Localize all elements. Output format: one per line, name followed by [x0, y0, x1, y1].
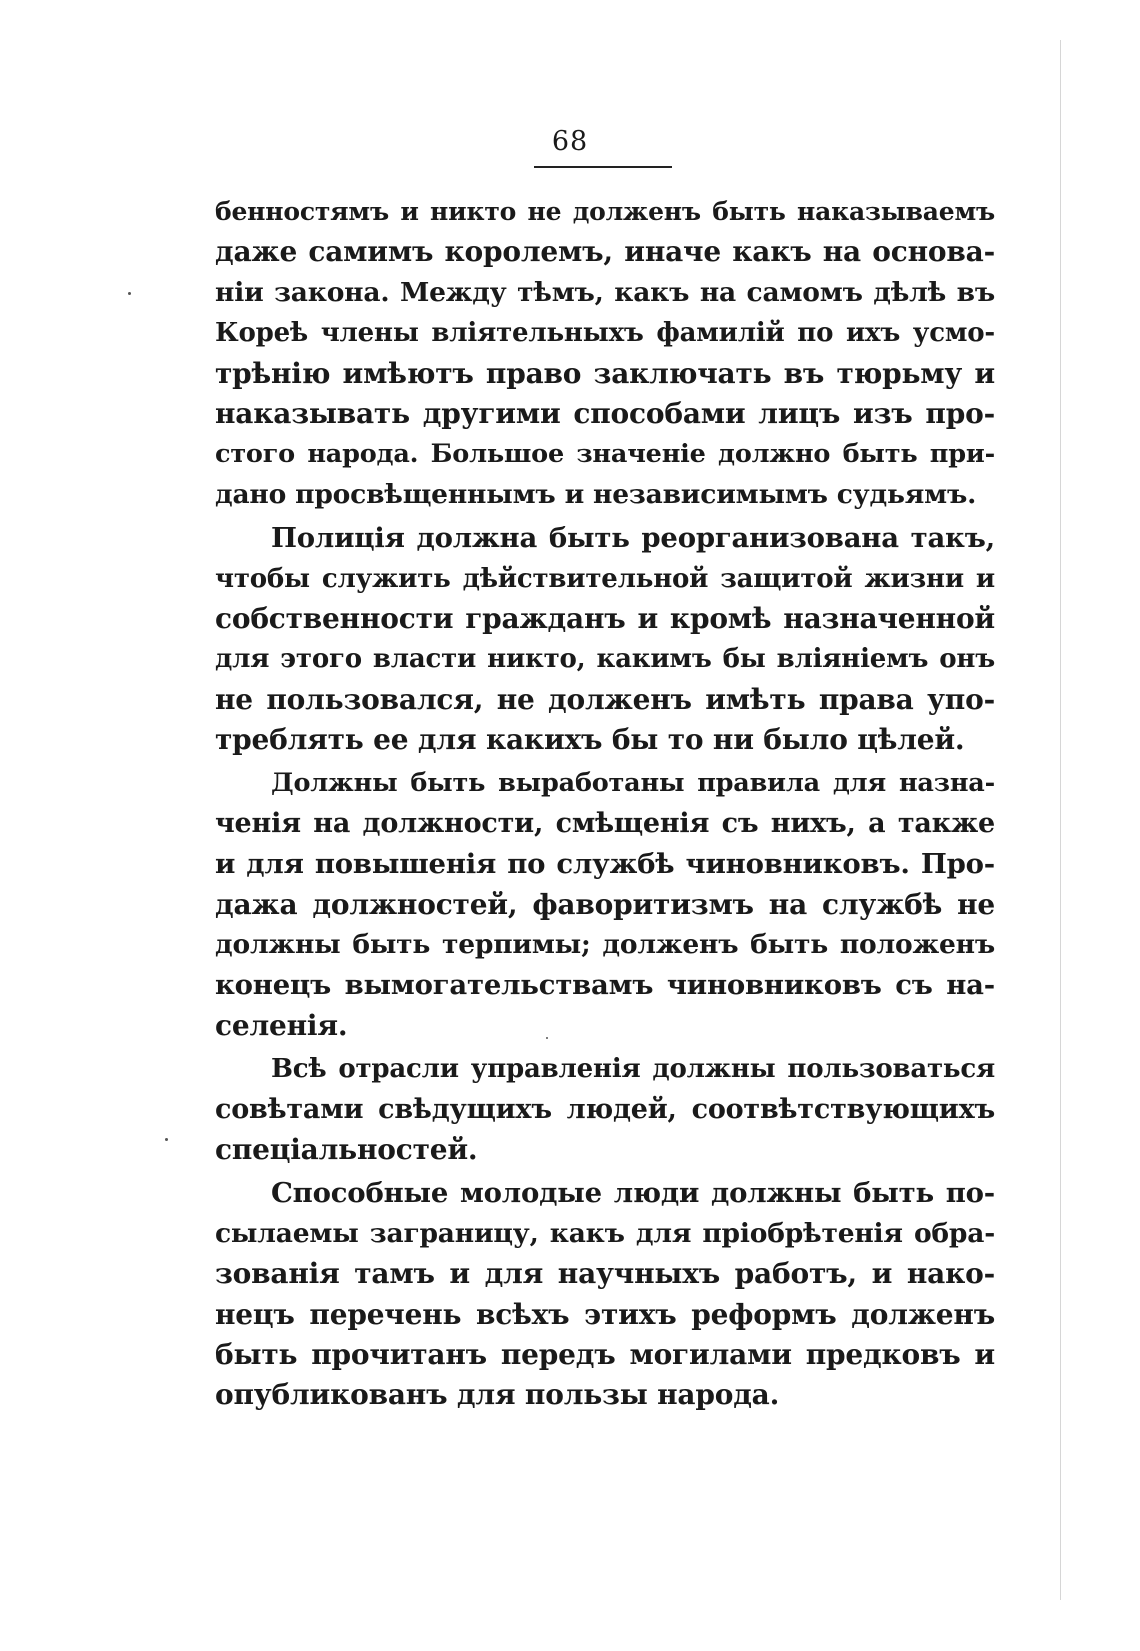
text-line: Способные молодые люди должны быть по- [271, 1177, 995, 1210]
text-line: зованiя тамъ и для научныхъ работъ, и нако- [215, 1257, 995, 1291]
text-line: бенностямъ и никто не долженъ быть наказываемъ [215, 197, 995, 226]
text-line: сылаемы заграницу, какъ для прiобрѣтенiя обра- [215, 1217, 995, 1249]
text-line: даже самимъ королемъ, иначе какъ на основа- [215, 235, 995, 269]
text-line: нецъ перечень всѣхъ этихъ реформъ долженъ [215, 1297, 995, 1331]
text-line: опубликованъ для пользы народа. [215, 1378, 780, 1412]
text-line: Должны быть выработаны правила для назна- [271, 768, 995, 799]
scan-speck [128, 292, 131, 295]
text-line: дано просвѣщеннымъ и независимымъ судьямъ. [215, 478, 977, 510]
scan-speck [165, 1138, 168, 1141]
text-line: совѣтами свѣдущихъ людей, соотвѣтствующихъ [215, 1093, 995, 1125]
page-number-rule [534, 166, 672, 168]
text-line: Полицiя должна быть реорганизована такъ, [271, 522, 995, 555]
text-line: Всѣ отрасли управленiя должны пользоваться [271, 1054, 995, 1085]
body-text [215, 192, 995, 1416]
text-line: ченiя на должности, смѣщенiя съ нихъ, а также [215, 807, 995, 839]
scan-speck [546, 1037, 548, 1039]
text-line: не пользовался, не долженъ имѣть права упо- [215, 682, 995, 716]
text-line: селенiя. [215, 1008, 348, 1042]
text-line: для этого власти никто, какимъ бы влiянiемъ онъ [215, 644, 995, 675]
text-line: чтобы служить дѣйствительной защитой жизни и [215, 563, 995, 594]
text-line: и для повышенiя по службѣ чиновниковъ. Про- [215, 848, 995, 881]
text-line: наказывать другими способами лицъ изъ про- [215, 396, 995, 430]
text-line: стого народа. Большое значенiе должно быть при- [215, 439, 995, 470]
text-line: быть прочитанъ передъ могилами предковъ и [215, 1337, 995, 1371]
text-line: треблять ее для какихъ бы то ни было цѣлей. [215, 723, 965, 757]
text-line: Кореѣ члены влiятельныхъ фамилiй по ихъ усмо- [215, 318, 995, 349]
text-line: трѣнiю имѣютъ право заключать въ тюрьму и [215, 356, 995, 390]
text-line: конецъ вымогательствамъ чиновниковъ съ на- [215, 969, 995, 1002]
text-line: нiи закона. Между тѣмъ, какъ на самомъ дѣлѣ въ [215, 276, 995, 308]
text-line: должны быть терпимы; долженъ быть положенъ [215, 929, 995, 961]
text-line: собственности гражданъ и кромѣ назначенной [215, 601, 995, 635]
page-number: 68 [551, 126, 589, 157]
text-line: спецiальностей. [215, 1132, 478, 1166]
text-line: дажа должностей, фаворитизмъ на службѣ не [215, 887, 995, 921]
scan-edge-line [1060, 40, 1061, 1600]
